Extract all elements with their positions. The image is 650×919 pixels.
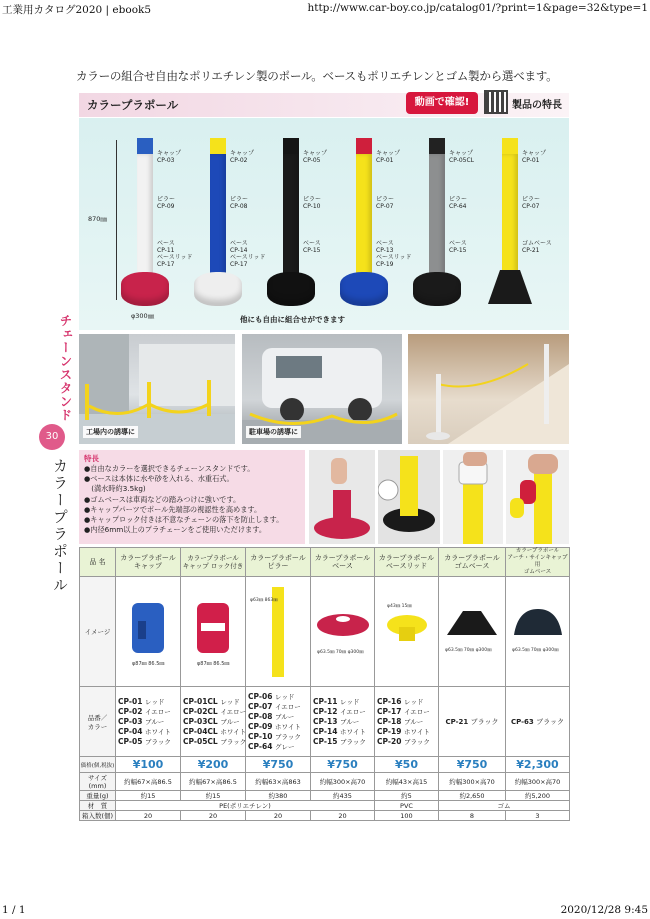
code-cell bbox=[181, 687, 246, 757]
pole-product bbox=[502, 138, 518, 288]
column-header: 品 名 bbox=[80, 548, 116, 577]
qty-cell: 20 bbox=[181, 811, 246, 821]
product-code: CP-03CL ブルー bbox=[183, 716, 240, 726]
feature-item: (満水時約3.5kg) bbox=[84, 484, 146, 494]
pillar-label: ピラー CP-08 bbox=[230, 196, 249, 210]
headline: カラーの組合せ自由なポリエチレン製のポール。ベースもポリエチレンとゴム製から選べます。 bbox=[76, 69, 558, 83]
cap-label: キャップ CP-01 bbox=[522, 150, 547, 164]
width-dimension-label: φ300㎜ bbox=[131, 312, 155, 320]
arch-rubber-base-image bbox=[508, 581, 568, 681]
qty-cell: 20 bbox=[116, 811, 181, 821]
feature-label: 製品の特長 bbox=[512, 100, 562, 111]
product-code: CP-20 ブラック bbox=[377, 736, 430, 746]
document-title: 工業用カタログ2020 | ebook5 bbox=[2, 4, 152, 16]
product-code: CP-01 レッド bbox=[118, 696, 165, 706]
pole-pillar bbox=[502, 154, 518, 288]
pole-cap bbox=[356, 138, 372, 154]
detail-photo-base bbox=[309, 450, 375, 544]
row-label: 価格(個,税抜) bbox=[80, 757, 116, 773]
weight-cell: 約15 bbox=[181, 791, 246, 801]
pole-product bbox=[356, 138, 372, 288]
product-code: CP-02CL イエロー bbox=[183, 706, 247, 716]
svg-text:φ87㎜ 86.5㎜: φ87㎜ 86.5㎜ bbox=[132, 660, 165, 667]
image-cell bbox=[246, 577, 311, 687]
svg-text:φ63㎜ 863㎜: φ63㎜ 863㎜ bbox=[250, 597, 278, 603]
cap-label: キャップ CP-03 bbox=[157, 150, 182, 164]
product-code: CP-15 ブラック bbox=[313, 736, 366, 746]
product-code: CP-09 ホワイト bbox=[248, 721, 301, 731]
qty-cell: 100 bbox=[375, 811, 439, 821]
browser-print-footer bbox=[0, 901, 650, 919]
pillar-image bbox=[248, 581, 308, 681]
base-label: ベース CP-14 ベースリッド CP-17 bbox=[230, 240, 266, 268]
column-header: カラープラポール ピラー bbox=[246, 548, 311, 577]
pole-cap bbox=[502, 138, 518, 154]
cap-label: キャップ CP-05 bbox=[303, 150, 328, 164]
material-cell: ゴム bbox=[439, 801, 570, 811]
feature-item: ●ゴムベースは車両などの踏みつけに強いです。 bbox=[84, 494, 241, 504]
product-code: CP-04CL ホワイト bbox=[183, 726, 247, 736]
column-header: カラープラポール ベース bbox=[311, 548, 375, 577]
print-timestamp: 2020/12/28 9:45 bbox=[560, 904, 648, 916]
size-cell: 約幅300×高70 bbox=[439, 773, 506, 791]
pole-cap bbox=[137, 138, 153, 154]
size-cell: 約幅63×高863 bbox=[246, 773, 311, 791]
column-header: カラープラポール ゴムベース bbox=[439, 548, 506, 577]
svg-text:φ87㎜ 86.5㎜: φ87㎜ 86.5㎜ bbox=[197, 660, 230, 667]
pillar-label: ピラー CP-07 bbox=[522, 196, 541, 210]
table-row bbox=[80, 773, 570, 791]
row-label: 品番／ カラー bbox=[80, 687, 116, 757]
product-code: CP-04 ホワイト bbox=[118, 726, 171, 736]
pole-base bbox=[413, 272, 461, 306]
svg-text:φ43㎜ 15㎜: φ43㎜ 15㎜ bbox=[386, 603, 412, 609]
pillar-label: ピラー CP-09 bbox=[157, 196, 176, 210]
weight-cell: 約5,200 bbox=[506, 791, 570, 801]
table-row bbox=[80, 801, 570, 811]
product-code: CP-03 ブルー bbox=[118, 716, 165, 726]
rubber-base-image bbox=[441, 581, 503, 681]
row-label: 材 質 bbox=[80, 801, 116, 811]
pole-base bbox=[121, 272, 169, 306]
product-code: CP-12 イエロー bbox=[313, 706, 366, 716]
image-cell bbox=[439, 577, 506, 687]
product-code: CP-14 ホワイト bbox=[313, 726, 366, 736]
material-cell: PVC bbox=[375, 801, 439, 811]
pole-pillar bbox=[210, 154, 226, 288]
product-code: CP-07 イエロー bbox=[248, 701, 301, 711]
product-code: CP-63 ブラック bbox=[510, 717, 565, 726]
size-cell: 約幅67×高86.5 bbox=[116, 773, 181, 791]
pole-base bbox=[194, 272, 242, 306]
feature-item: ●キャップパーツでポール先端部の視認性を高めます。 bbox=[84, 504, 262, 514]
product-code: CP-08 ブルー bbox=[248, 711, 295, 721]
svg-text:φ63.5㎜ 70㎜ φ300㎜: φ63.5㎜ 70㎜ φ300㎜ bbox=[511, 647, 559, 653]
feature-item: ●自由なカラーを選択できるチェーンスタンドです。 bbox=[84, 464, 255, 473]
photo-caption: 駐車場の誘導に bbox=[246, 426, 301, 438]
cap-lock-image bbox=[183, 581, 243, 681]
browser-print-header bbox=[0, 0, 650, 18]
base-label: ベース CP-15 bbox=[303, 240, 321, 254]
price-cell: ¥50 bbox=[375, 757, 439, 773]
qty-cell: 20 bbox=[246, 811, 311, 821]
category-tab[interactable]: チェーンスタンド bbox=[58, 314, 73, 422]
price-cell: ¥750 bbox=[311, 757, 375, 773]
column-header: カラープラポール ベースリッド bbox=[375, 548, 439, 577]
qty-cell: 20 bbox=[311, 811, 375, 821]
qty-cell: 3 bbox=[506, 811, 570, 821]
material-cell: PE(ポリエチレン) bbox=[116, 801, 375, 811]
cap-label: キャップ CP-05CL bbox=[449, 150, 475, 164]
weight-cell: 約5 bbox=[375, 791, 439, 801]
height-dimension-line bbox=[116, 140, 117, 300]
product-code: CP-21 ブラック bbox=[445, 717, 499, 726]
column-header: カラープラポール キャップ bbox=[116, 548, 181, 577]
table-row bbox=[80, 811, 570, 821]
height-dimension-label: 870㎜ bbox=[88, 215, 107, 223]
page-count: 1 / 1 bbox=[2, 904, 26, 916]
section-title: カラープラポール bbox=[87, 98, 179, 112]
parking-photo bbox=[242, 334, 402, 444]
code-cell bbox=[246, 687, 311, 757]
detail-photo-chain bbox=[506, 450, 569, 544]
product-code: CP-16 レッド bbox=[377, 696, 424, 706]
price-cell: ¥200 bbox=[181, 757, 246, 773]
code-cell bbox=[439, 687, 506, 757]
pole-cap bbox=[210, 138, 226, 154]
stairs-scene-image bbox=[408, 334, 569, 444]
product-code: CP-02 イエロー bbox=[118, 706, 171, 716]
pole-pillar bbox=[283, 154, 299, 288]
feature-item: ●キャップロック付きは不意なチェーンの落下を防止します。 bbox=[84, 515, 284, 525]
column-header: カラープラポール アーチ・サインキャップ用 ゴムベース bbox=[506, 548, 570, 577]
pole-cap bbox=[283, 138, 299, 154]
stairs-photo bbox=[408, 334, 569, 444]
cap-image bbox=[118, 581, 178, 681]
code-cell bbox=[506, 687, 570, 757]
image-cell bbox=[116, 577, 181, 687]
row-label: 箱入数(個) bbox=[80, 811, 116, 821]
weight-cell: 約435 bbox=[311, 791, 375, 801]
pillar-label: ピラー CP-10 bbox=[303, 196, 322, 210]
weight-cell: 約380 bbox=[246, 791, 311, 801]
spec-table bbox=[79, 547, 570, 821]
video-confirm-button[interactable]: 動画で確認! bbox=[406, 92, 478, 114]
product-code: CP-10 ブラック bbox=[248, 731, 301, 741]
size-cell: 約幅67×高86.5 bbox=[181, 773, 246, 791]
base-image bbox=[313, 581, 373, 681]
price-cell: ¥750 bbox=[246, 757, 311, 773]
pillar-label: ピラー CP-64 bbox=[449, 196, 468, 210]
features-box bbox=[79, 450, 305, 544]
row-label: 重量(g) bbox=[80, 791, 116, 801]
base-label: ベース CP-13 ベースリッド CP-19 bbox=[376, 240, 412, 268]
features-heading: 特長 bbox=[84, 454, 99, 463]
base-label: ゴムベース CP-21 bbox=[522, 240, 552, 254]
table-row bbox=[80, 791, 570, 801]
size-cell: 約幅300×高70 bbox=[311, 773, 375, 791]
pole-cap bbox=[429, 138, 445, 154]
pole-product bbox=[429, 138, 445, 288]
price-cell: ¥100 bbox=[116, 757, 181, 773]
svg-text:φ63.5㎜ 70㎜ φ300㎜: φ63.5㎜ 70㎜ φ300㎜ bbox=[316, 649, 364, 655]
column-header: カラープラポール キャップ ロック付き bbox=[181, 548, 246, 577]
photo-caption: 工場内の誘導に bbox=[83, 426, 138, 438]
table-row bbox=[80, 687, 570, 757]
page-url[interactable]: http://www.car-boy.co.jp/catalog01/?print=1&page=32&type=1 bbox=[307, 2, 648, 14]
feature-item: ●ベースは本体に水や砂を入れる、水重石式。 bbox=[84, 474, 234, 484]
pole-base bbox=[340, 272, 388, 306]
detail-photo-rubber-base bbox=[378, 450, 440, 544]
image-cell bbox=[375, 577, 439, 687]
product-code: CP-17 イエロー bbox=[377, 706, 430, 716]
product-code: CP-19 ホワイト bbox=[377, 726, 430, 736]
row-label: サイズ(mm) bbox=[80, 773, 116, 791]
detail-photo-cap bbox=[443, 450, 503, 544]
pillar-label: ピラー CP-07 bbox=[376, 196, 395, 210]
size-cell: 約幅300×高70 bbox=[506, 773, 570, 791]
pole-pillar bbox=[137, 154, 153, 288]
product-code: CP-64 グレー bbox=[248, 741, 295, 751]
image-cell bbox=[506, 577, 570, 687]
table-row bbox=[80, 757, 570, 773]
image-cell bbox=[311, 577, 375, 687]
qr-code-icon[interactable] bbox=[484, 90, 508, 114]
code-cell bbox=[311, 687, 375, 757]
table-header-row bbox=[80, 548, 570, 577]
pole-product bbox=[137, 138, 153, 288]
weight-cell: 約2,650 bbox=[439, 791, 506, 801]
feature-item: ●内径6mm以上のプラチェーンをご使用いただけます。 bbox=[84, 525, 267, 535]
side-title: カラープラポール bbox=[51, 458, 69, 594]
weight-cell: 約15 bbox=[116, 791, 181, 801]
qty-cell: 8 bbox=[439, 811, 506, 821]
base-lid-image bbox=[377, 581, 437, 681]
svg-text:φ63.5㎜ 70㎜ φ300㎜: φ63.5㎜ 70㎜ φ300㎜ bbox=[445, 647, 492, 653]
pole-product bbox=[210, 138, 226, 288]
price-cell: ¥2,300 bbox=[506, 757, 570, 773]
product-code: CP-05 ブラック bbox=[118, 736, 171, 746]
combine-note: 他にも自由に組合せができます bbox=[240, 315, 345, 324]
pole-pillar bbox=[356, 154, 372, 288]
code-cell bbox=[116, 687, 181, 757]
product-code: CP-11 レッド bbox=[313, 696, 360, 706]
size-cell: 約幅43×高15 bbox=[375, 773, 439, 791]
row-label: イメージ bbox=[80, 577, 116, 687]
base-label: ベース CP-11 ベースリッド CP-17 bbox=[157, 240, 193, 268]
product-code: CP-13 ブルー bbox=[313, 716, 360, 726]
code-cell bbox=[375, 687, 439, 757]
table-row bbox=[80, 577, 570, 687]
page-number: 30 bbox=[39, 424, 65, 450]
product-code: CP-01CL レッド bbox=[183, 696, 240, 706]
product-code: CP-06 レッド bbox=[248, 691, 295, 701]
factory-photo bbox=[79, 334, 235, 444]
pole-base bbox=[267, 272, 315, 306]
product-code: CP-18 ブルー bbox=[377, 716, 424, 726]
pole-product bbox=[283, 138, 299, 288]
pole-pillar bbox=[429, 154, 445, 288]
cap-label: キャップ CP-01 bbox=[376, 150, 401, 164]
base-label: ベース CP-15 bbox=[449, 240, 467, 254]
cap-label: キャップ CP-02 bbox=[230, 150, 255, 164]
pole-base bbox=[488, 270, 532, 304]
price-cell: ¥750 bbox=[439, 757, 506, 773]
image-cell bbox=[181, 577, 246, 687]
product-code: CP-05CL ブラック bbox=[183, 736, 247, 746]
